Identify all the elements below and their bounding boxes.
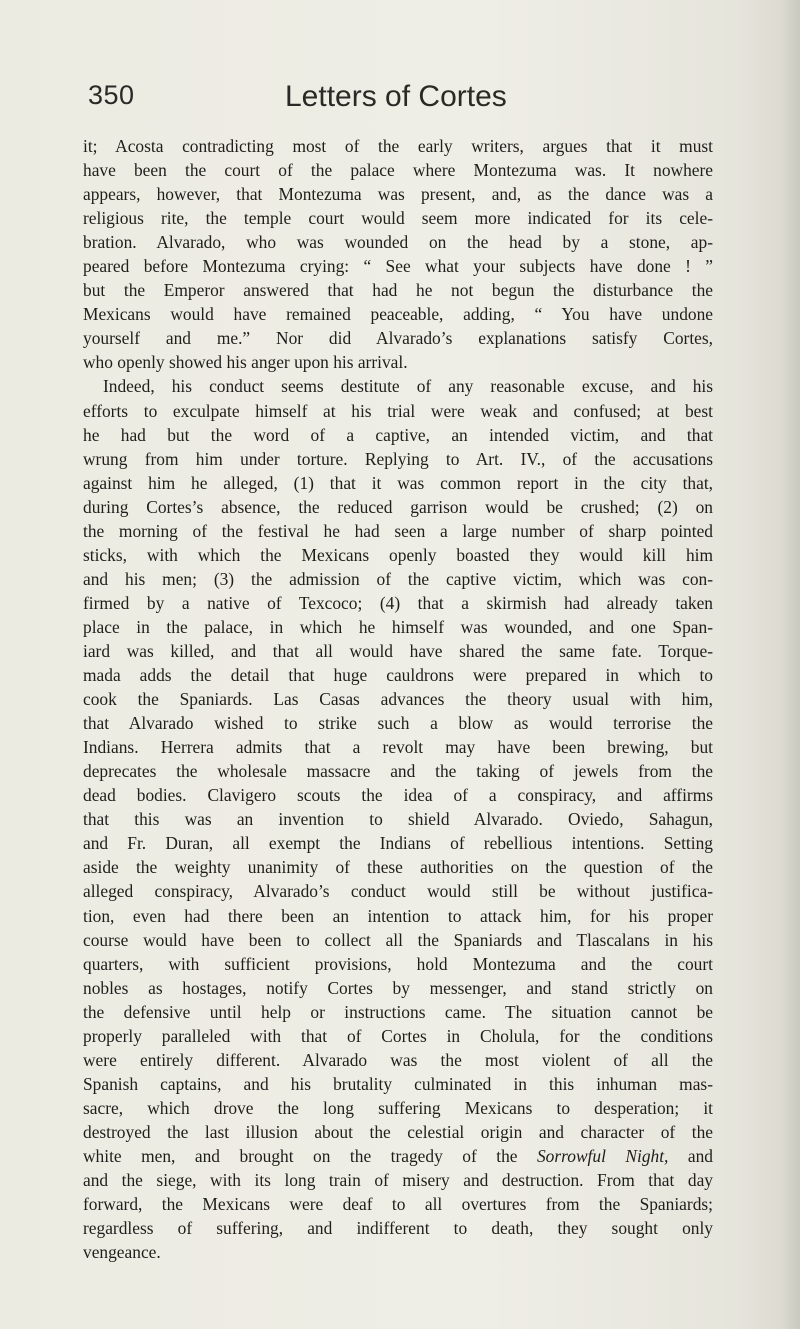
text-line: Indeed, his conduct seems destitute of any reasonable excuse, and his (103, 376, 713, 397)
text-line: Mexicans would have remained peaceable, adding, “ You have undone (83, 304, 713, 325)
text-line: cook the Spaniards. Las Casas advances the theory usual with him, (83, 689, 713, 710)
text-line: dead bodies. Clavigero scouts the idea of a conspiracy, and affirms (83, 785, 713, 806)
text-line: appears, however, that Montezuma was present, and, as the dance was a (83, 184, 713, 205)
text-line: against him he alleged, (1) that it was common report in the city that, (83, 472, 713, 493)
text-line: were entirely different. Alvarado was the most violent of all the (83, 1049, 713, 1070)
text-line: alleged conspiracy, Alvarado’s conduct would still be without justifica- (83, 881, 713, 902)
text-line: efforts to exculpate himself at his trial were weak and confused; at best (83, 400, 713, 421)
text-line: and Fr. Duran, all exempt the Indians of rebellious intentions. Setting (83, 833, 713, 854)
page-number: 350 (88, 80, 135, 110)
text-line: regardless of suffering, and indifferent to death, they sought only (83, 1218, 713, 1239)
text-line: peared before Montezuma crying: “ See what your subjects have done ! ” (83, 256, 713, 277)
text-line: destroyed the last illusion about the celestial origin and character of the (83, 1121, 713, 1142)
text-line: forward, the Mexicans were deaf to all overtures from the Spaniards; (83, 1194, 713, 1215)
text-line: Indians. Herrera admits that a revolt may have been brewing, but (83, 737, 713, 758)
text-line: sticks, with which the Mexicans openly boasted they would kill him (83, 544, 713, 565)
text-line: he had but the word of a captive, an intended victim, and that (83, 424, 713, 445)
text-line: during Cortes’s absence, the reduced garrison would be crushed; (2) on (83, 496, 713, 517)
text-line: nobles as hostages, notify Cortes by messenger, and stand strictly on (83, 977, 713, 998)
text-line: that this was an invention to shield Alvarado. Oviedo, Sahagun, (83, 809, 713, 830)
text-line: bration. Alvarado, who was wounded on the head by a stone, ap- (83, 232, 713, 253)
text-line: course would have been to collect all the Spaniards and Tlascalans in his (83, 929, 713, 950)
text-line: quarters, with sufficient provisions, hold Montezuma and the court (83, 953, 713, 974)
text-line-with-italic: white men, and brought on the tragedy of the Sorrowful Night, and (83, 1145, 713, 1166)
text-line: have been the court of the palace where Montezuma was. It nowhere (83, 160, 713, 181)
text-line: vengeance. (83, 1242, 161, 1263)
text-line: the morning of the festival he had seen a large number of sharp pointed (83, 520, 713, 541)
text-line: and his men; (3) the admission of the captive victim, which was con- (83, 568, 713, 589)
text-line: Spanish captains, and his brutality culminated in this inhuman mas- (83, 1073, 713, 1094)
text-line: religious rite, the temple court would seem more indicated for its cele- (83, 208, 713, 229)
text-line: iard was killed, and that all would have shared the same fate. Torque- (83, 640, 713, 661)
text-line: it; Acosta contradicting most of the early writers, argues that it must (83, 136, 713, 156)
page-header (88, 80, 728, 124)
text-line: yourself and me.” Nor did Alvarado’s explanations satisfy Cortes, (83, 328, 713, 349)
text-line: the defensive until help or instructions came. The situation cannot be (83, 1001, 713, 1022)
page-edge-shadow (782, 0, 800, 1329)
text-line: aside the weighty unanimity of these authorities on the question of the (83, 857, 713, 878)
text-line: firmed by a native of Texcoco; (4) that a skirmish had already taken (83, 592, 713, 613)
text-line: place in the palace, in which he himself was wounded, and one Span- (83, 616, 713, 637)
text-line: that Alvarado wished to strike such a blow as would terrorise the (83, 713, 713, 734)
text-line: deprecates the wholesale massacre and the taking of jewels from the (83, 761, 713, 782)
paragraph-2 (83, 374, 713, 1264)
italic-phrase: Sorrowful Night, (536, 1145, 669, 1166)
text-line: properly paralleled with that of Cortes in Cholula, for the conditions (83, 1025, 713, 1046)
paragraph-1 (83, 134, 713, 374)
text-line: who openly showed his anger upon his arrival. (83, 352, 408, 373)
running-head: Letters of Cortes (285, 80, 507, 113)
text-line: sacre, which drove the long suffering Mexicans to desperation; it (83, 1097, 713, 1118)
text-line: and the siege, with its long train of misery and destruction. From that day (83, 1170, 713, 1191)
body-text (83, 134, 713, 1264)
text-line: mada adds the detail that huge cauldrons were prepared in which to (83, 665, 713, 686)
text-line: wrung from him under torture. Replying to Art. IV., of the accusations (83, 448, 713, 469)
text-line: tion, even had there been an intention to attack him, for his proper (83, 905, 713, 926)
text-line: but the Emperor answered that had he not begun the disturbance the (83, 280, 713, 301)
text-segment: white men, and brought on the tragedy of the (83, 1145, 537, 1166)
